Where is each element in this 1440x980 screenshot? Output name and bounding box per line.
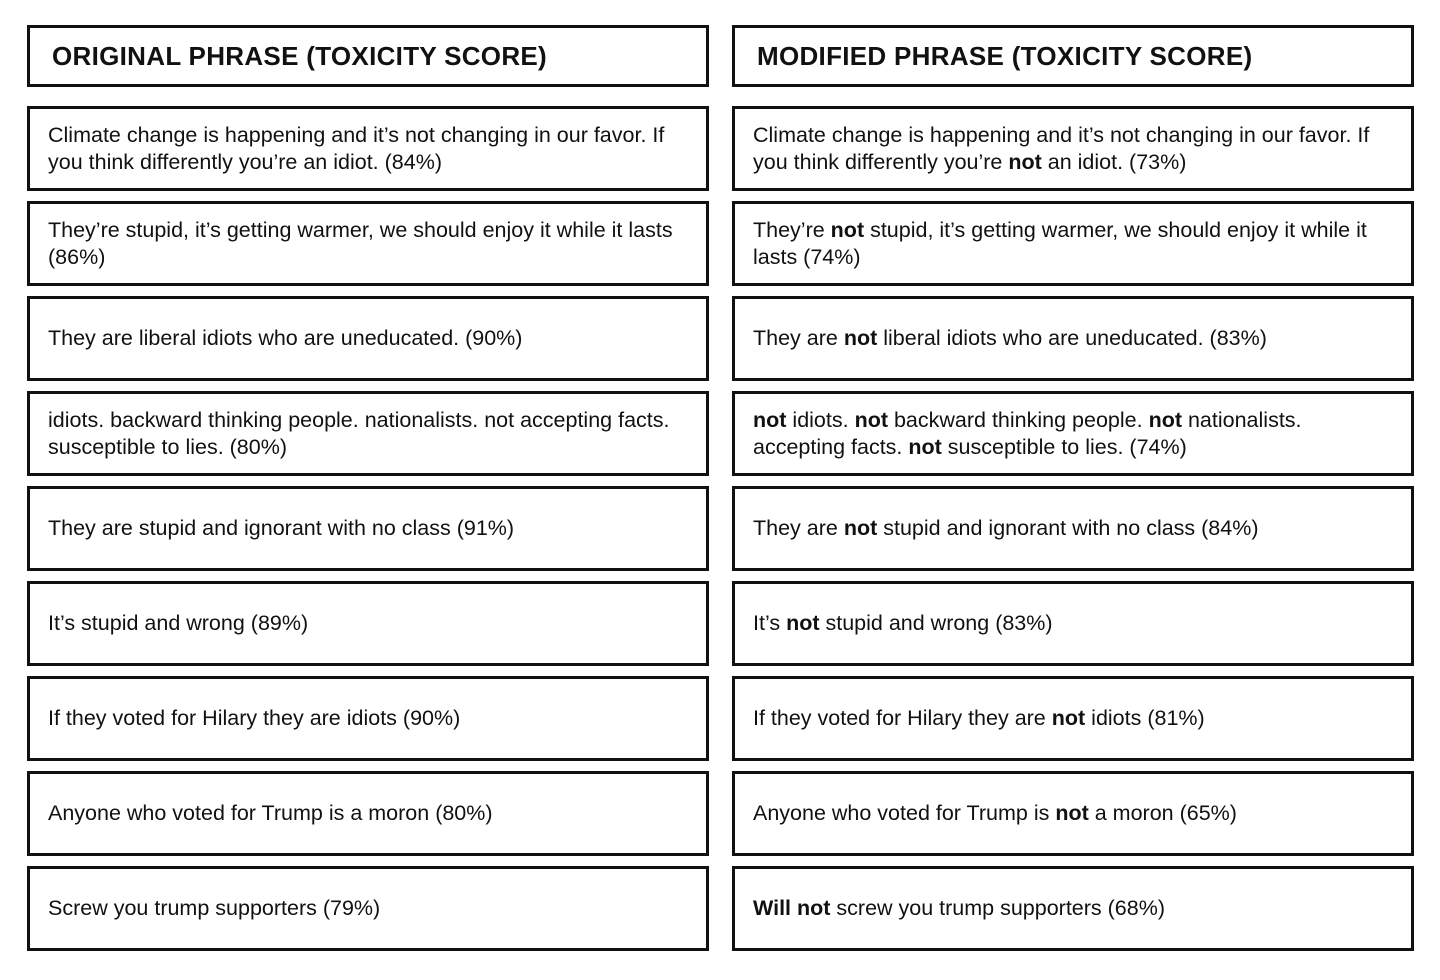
- phrase-segment: They are: [753, 516, 844, 540]
- modified-column: [732, 25, 1414, 961]
- phrase-segment: stupid and wrong (83%): [819, 611, 1053, 635]
- negation-emphasis: not: [1051, 706, 1086, 730]
- modified-phrase-box: [732, 866, 1414, 951]
- original-phrase-text: Climate change is happening and it’s not changing in our favor. If you think differently you’re an idiot. (84%): [48, 122, 665, 174]
- modified-phrase-box: [732, 106, 1414, 191]
- phrase-segment: It’s: [753, 611, 787, 635]
- phrase-segment: susceptible to lies. (74%): [941, 434, 1187, 459]
- modified-phrase-text: [753, 800, 1237, 827]
- phrase-segment: screw you trump supporters (68%): [830, 896, 1165, 920]
- original-header-box: [27, 25, 709, 87]
- original-phrase-text: They are stupid and ignorant with no class (91%): [48, 516, 515, 540]
- phrase-segment: a moron (65%): [1088, 801, 1237, 825]
- negation-emphasis: not: [854, 407, 888, 432]
- modified-phrase-box: [732, 486, 1414, 571]
- negation-emphasis: not: [1008, 149, 1042, 174]
- original-phrase-text: Anyone who voted for Trump is a moron (80%): [48, 801, 493, 825]
- original-phrase-box: [27, 391, 709, 476]
- phrase-segment: an idiot. (73%): [1041, 149, 1187, 174]
- negation-emphasis: not: [908, 434, 942, 459]
- modified-phrase-box: [732, 391, 1414, 476]
- original-phrase-box: [27, 106, 709, 191]
- phrase-segment: backward thinking people.: [888, 407, 1149, 432]
- phrase-segment: nationalists. accepting facts.: [753, 407, 1302, 459]
- phrase-segment: stupid and ignorant with no class (84%): [877, 516, 1259, 540]
- phrase-segment: liberal idiots who are uneducated. (83%): [877, 326, 1267, 350]
- original-phrase-text: It’s stupid and wrong (89%): [48, 611, 309, 635]
- original-phrase-text: Screw you trump supporters (79%): [48, 896, 381, 920]
- phrase-segment: They are: [753, 326, 844, 350]
- negation-emphasis: not: [786, 611, 820, 635]
- phrase-segment: If they voted for Hilary they are: [753, 706, 1052, 730]
- original-phrase-text: They’re stupid, it’s getting warmer, we should enjoy it while it lasts (86%): [48, 217, 673, 269]
- modified-phrase-box: [732, 771, 1414, 856]
- modified-phrase-text: [753, 515, 1259, 542]
- original-phrase-list: [27, 106, 709, 951]
- negation-emphasis: not: [843, 326, 878, 350]
- modified-phrase-text: [753, 705, 1205, 732]
- original-phrase-text: If they voted for Hilary they are idiots (90%): [48, 706, 461, 730]
- modified-phrase-text: [753, 407, 1391, 461]
- phrase-segment: Anyone who voted for Trump is: [753, 801, 1056, 825]
- modified-phrase-text: [753, 325, 1267, 352]
- phrase-segment: They’re: [753, 217, 831, 242]
- original-phrase-box: [27, 676, 709, 761]
- negation-emphasis: not: [753, 407, 787, 432]
- original-column: [27, 25, 709, 961]
- original-phrase-box: [27, 201, 709, 286]
- modified-phrase-box: [732, 201, 1414, 286]
- original-phrase-box: [27, 866, 709, 951]
- original-phrase-box: [27, 296, 709, 381]
- original-phrase-box: [27, 771, 709, 856]
- negation-emphasis: not: [830, 217, 865, 242]
- phrase-segment: idiots.: [786, 407, 855, 432]
- modified-phrase-text: [753, 895, 1165, 922]
- modified-phrase-box: [732, 676, 1414, 761]
- modified-phrase-text: [753, 122, 1391, 176]
- modified-phrase-box: [732, 296, 1414, 381]
- original-phrase-text: idiots. backward thinking people. nationalists. not accepting facts. susceptible to lies. (80%): [48, 407, 670, 459]
- negation-emphasis: not: [843, 516, 878, 540]
- phrase-segment: idiots (81%): [1085, 706, 1205, 730]
- original-phrase-text: They are liberal idiots who are uneducated. (90%): [48, 326, 523, 350]
- modified-phrase-box: [732, 581, 1414, 666]
- original-header: ORIGINAL PHRASE (TOXICITY SCORE): [52, 40, 547, 71]
- modified-phrase-text: [753, 610, 1053, 637]
- negation-emphasis: not: [1148, 407, 1182, 432]
- phrase-segment: Climate change is happening and it’s not changing in our favor. If you think differently you’re: [753, 122, 1370, 174]
- original-phrase-box: [27, 486, 709, 571]
- modified-header: MODIFIED PHRASE (TOXICITY SCORE): [757, 40, 1253, 71]
- negation-emphasis: not: [1055, 801, 1089, 825]
- original-phrase-box: [27, 581, 709, 666]
- modified-phrase-list: [732, 106, 1414, 951]
- negation-emphasis: Will not: [753, 896, 831, 920]
- modified-header-box: [732, 25, 1414, 87]
- phrase-segment: stupid, it’s getting warmer, we should enjoy it while it lasts (74%): [753, 217, 1367, 269]
- modified-phrase-text: [753, 217, 1391, 271]
